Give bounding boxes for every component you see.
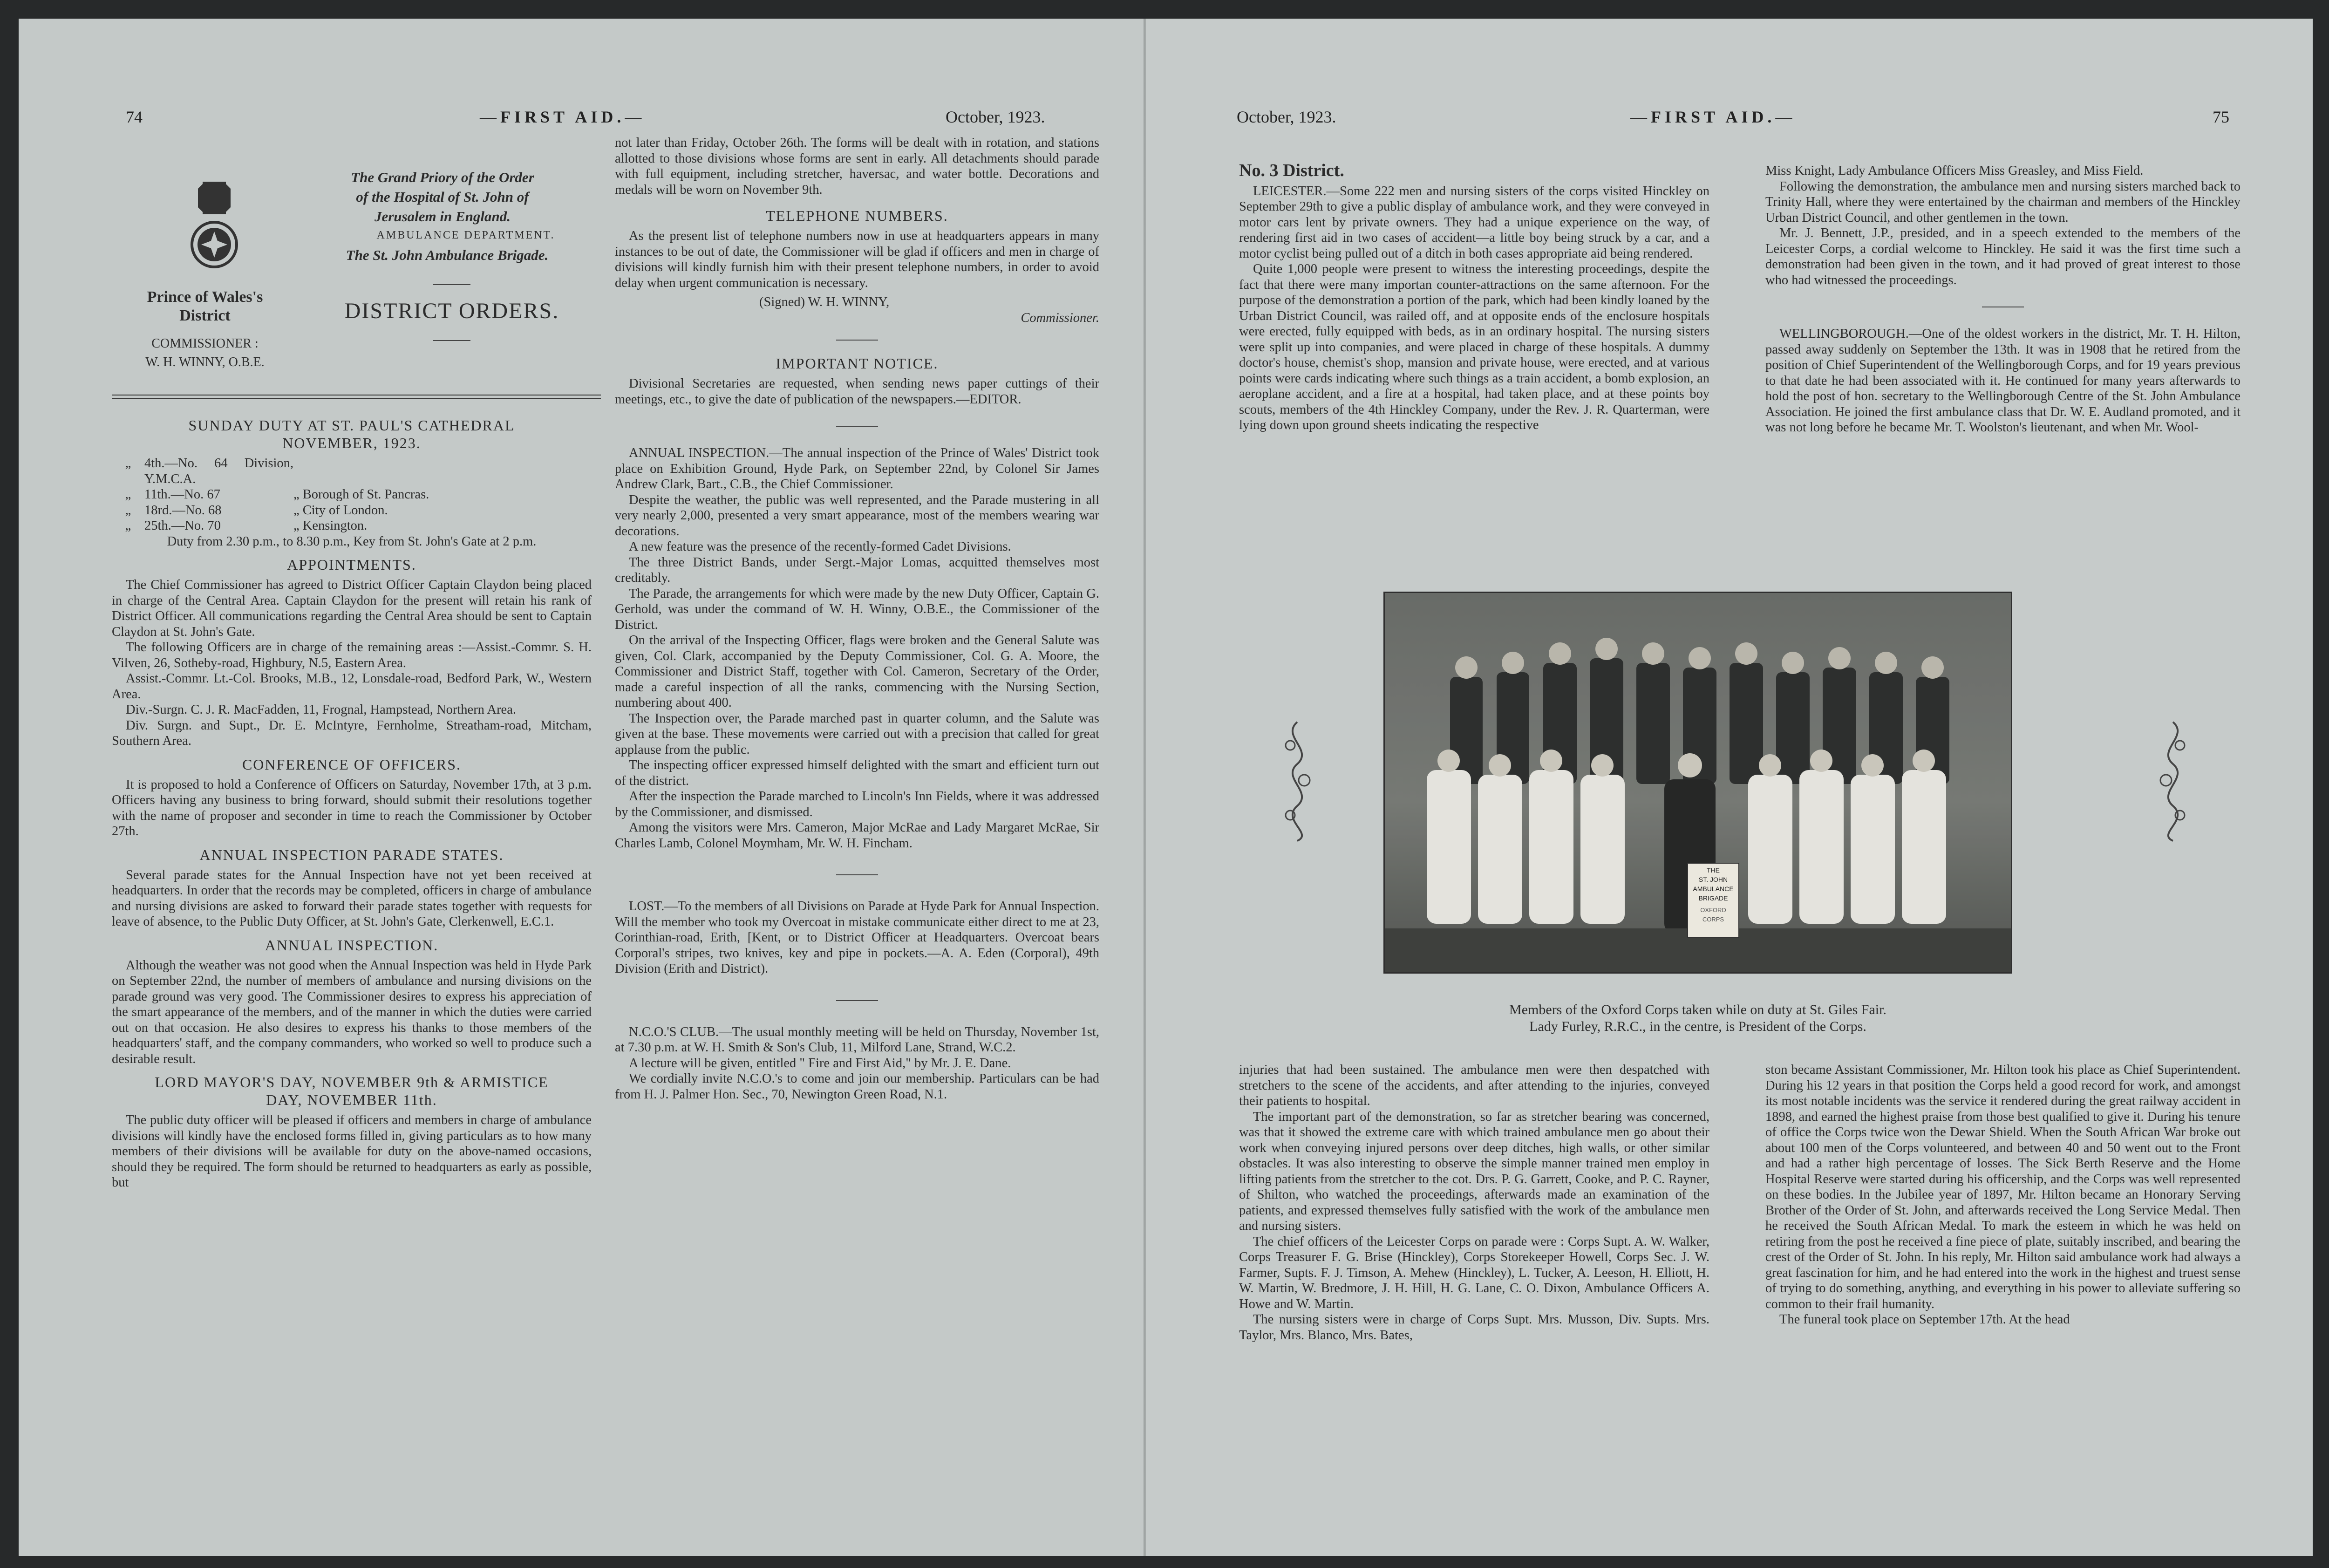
masthead-rule-1 [433,284,470,285]
duty-row: „ 11th.—No. 67 „ Borough of St. Pancras. [125,487,429,502]
appointments-paragraph: The Chief Commissioner has agreed to District Officer Captain Claydon being placed in charge of the Central Area. Captain Claydon for the present will retain his rank of District Officer. All communications regarding the Central Area should be sent to Captain Claydon at St. John's Gate. [112,578,592,639]
appointments-paragraph: Div.-Surgn. C. J. R. MacFadden, 11, Frognal, Hampstead, Northern Area. [126,702,516,717]
district-line2: District [179,307,231,324]
sign-text-4: BRIGADE [1698,894,1728,902]
folio-left: 74 [126,108,143,126]
annual-report-paragraph: The Parade, the arrangements for which were made by the new Duty Officer, Captain G. Gerhold, was under the command of W. H. Winny, O.B.E., the Commissioner of the District. [615,586,1099,632]
nco-club-paragraph: A lecture will be given, entitled " Fire and First Aid," by Mr. J. E. Dane. [629,1056,1011,1070]
duty-time: Duty from 2.30 p.m., to 8.30 p.m., Key from St. John's Gate at 2 p.m. [167,534,537,549]
nco-club-paragraph: N.C.O.'S CLUB.—The usual monthly meeting will be held on Thursday, November 1st, at 7.30 p.m. at W. H. Smith & Son's Club, 11, Milford Lane, Strand, W.C.2. [615,1024,1099,1055]
sign-text-2: ST. JOHN [1698,876,1728,883]
ornament-right-icon [2152,717,2194,843]
right-column-2 [1765,163,2240,436]
running-title-left: —FIRST AID.— [480,108,646,126]
conference-paragraph: It is proposed to hold a Conference of Officers on Saturday, November 17th, at 3 p.m. Officers having any business to bring forward, should submit their resolutions together with the name of proposer and seconder in time to reach the Commissioner by October 27th. [112,777,592,839]
annual-report-paragraph: The Inspection over, the Parade marched past in quarter column, and the Salute was given at the base. These movements were carried out with a precision that called for great applause from the public. [615,711,1099,757]
right-column-4 [1765,1062,2240,1328]
annual-report-paragraph: The inspecting officer expressed himself delighted with the smart and efficient turn out of the district. [615,758,1099,788]
annual-inspection-heading: ANNUAL INSPECTION. [265,936,439,954]
hilton-paragraph: ston became Assistant Commissioner, Mr. Hilton took his place as Chief Superintendent. During his 12 years in that position the Corps held a good record for work, and amongst its most notable incidents was the service it rendered during the great railway accident in 1898, and earned the highest praise from those best qualified to give it. During his tenure of office the Corps twice won the Dewar Shield. When the South African War broke out about 100 men of the Corps volunteered, and between 40 and 50 went out to the Front and had a rather high percentage of losses. The Sick Berth Reserve and the Home Hospital Reserve were started during his officership, and the Corps was well represented on these bodies. In the Jubilee year of 1897, Mr. Hilton became an Honorary Serving Brother of the Order of St. John, and afterwards received the Long Service Medal. Then he received the South African Medal. To mark the esteem in which he was held on retiring from the post he received a fine piece of plate, suitably inscribed, and bearing the crest of the Order of St. John. In his reply, Mr. Hilton said ambulance work had always a great fascination for him, and he had entered into the work in the highest and truest sense of trying to do something, anything, and everything in his power to alleviate suffering so common to their frail humanity. [1765,1063,2240,1311]
right-column-1 [1239,163,1709,433]
sign-text-6: CORPS [1702,916,1724,923]
section-divider [836,426,878,427]
demonstration-paragraph: injuries that had been sustained. The ambulance men were then despatched with stretchers to the scene of the accidents, and after attending to the injuries, conveyed their patients to hospital. [1239,1063,1709,1108]
district-heading: No. 3 District. [1239,161,1344,180]
right-page [1146,19,2313,1556]
photo-caption-line2: Lady Furley, R.R.C., in the centre, is President of the Corps. [1529,1019,1866,1034]
order-line1: The Grand Priory of the Order [351,169,534,185]
district-line1: Prince of Wales's [147,288,263,306]
left-page [19,19,1160,1556]
duty-row: „ 4th.—No. 64 Division, Y.M.C.A. [125,456,293,486]
annual-report-paragraph: The three District Bands, under Sergt.-Major Lomas, acquitted themselves most creditably. [615,555,1099,585]
telephone-paragraph: As the present list of telephone numbers now in use at headquarters appears in many instances to be out of date, the Commissioner will be glad if officers and men in charge of divisions will kindly furnish him with their present telephone numbers, in order to avoid delay when urgent communication is necessary. [615,229,1099,290]
group-photo-image [1385,593,2011,972]
district-orders-title: DISTRICT ORDERS. [344,299,559,323]
parade-states-heading: ANNUAL INSPECTION PARADE STATES. [199,846,504,863]
right-column-3 [1239,1062,1709,1343]
left-column-2 [615,135,1099,1102]
important-notice-heading: IMPORTANT NOTICE. [776,355,939,372]
signature-title: Commissioner. [1021,310,1099,325]
order-line3: Jerusalem in England. [375,208,511,225]
wellingborough-paragraph: WELLINGBOROUGH.—One of the oldest workers in the district, Mr. T. H. Hilton, passed away suddenly on September the 13th. It was in 1908 that he retired from the position of Chief Superintendent of the Wellingborough Corps, and for 19 years previous to that date he had been associated with it. He continued for many years afterwards to hold the post of hon. secretary to the Wellingborough Centre of the St. John Ambulance Association. He joined the first ambulance class that Dr. W. E. Audland promoted, and it was not long before he became Mr. T. Woolston's lieutenant, and when Mr. Wool- [1765,327,2240,435]
group-photograph [1383,592,2012,974]
demonstration-paragraph: The nursing sisters were in charge of Corps Supt. Mrs. Musson, Div. Supts. Mrs. Taylor, Mrs. Blanco, Mrs. Bates, [1239,1312,1709,1343]
sign-text-5: OXFORD [1700,907,1726,914]
hilton-paragraph: The funeral took place on September 17th. At the head [1779,1312,2070,1327]
ornament-left-icon [1276,717,1318,843]
left-column-1 [112,410,592,1191]
duty-row: „ 25th.—No. 70 „ Kensington. [125,518,368,533]
lord-mayors-day-heading: LORD MAYOR'S DAY, NOVEMBER 9th & ARMISTICE DAY, NOVEMBER 11th. [155,1074,549,1108]
demonstration-paragraph: The chief officers of the Leicester Corps on parade were : Corps Supt. A. W. Walker, Corps Treasurer F. G. Brise (Hinckley), Corps Storekeeper Howell, Corps Sec. J. W. Farmer, Supts. F. J. Timson, A. Mehew (Hinckley), L. Tucker, A. Leeson, H. Elliott, H. W. Martin, W. Bredmore, J. H. Hill, H. G. Lane, C. O. Dixon, Ambulance Officers A. Howe and W. Martin. [1239,1234,1709,1311]
department-label: AMBULANCE DEPARTMENT. [376,229,555,241]
photo-caption [1407,1002,1989,1035]
duty-row: „ 18rd.—No. 68 „ City of London. [125,503,388,518]
leicester-paragraph: LEICESTER.—Some 222 men and nursing sisters of the corps visited Hinckley on September 29th to give a public display of ambulance work, and they were conveyed in motor cars lent by private owners. They had a unique experience on the way, of rendering first aid in two cases of accident—a little boy being struck by a car, and a motor cyclist being pulled out of a ditch in both cases appropriate aid being rendered. [1239,184,1709,261]
sunday-duty-subheading: NOVEMBER, 1923. [282,435,421,451]
nco-club-paragraph: We cordially invite N.C.O.'s to come and join our membership. Particulars can be had from H. J. Palmer Hon. Sec., 70, Newington Green Road, N.1. [615,1071,1099,1102]
conference-heading: CONFERENCE OF OFFICERS. [242,756,462,773]
section-divider [836,1000,878,1001]
masthead-rule-thin [112,398,601,399]
signature-line: (Signed) W. H. WINNY, [759,295,890,309]
lost-notice-paragraph: LOST.—To the members of all Divisions on Parade at Hyde Park for Annual Inspection. Will the member who took my Overcoat in mistake communicate either direct to me at 23, Corinthian-road, Erith, [Kent, or to District Officer at Headquarters. Overcoat bears Corporal's stripes, two knives, key and pipe in pockets.—A. A. Eden (Corporal), 49th Division (Erith and District). [615,899,1099,976]
annual-report-paragraph: Despite the weather, the public was well represented, and the Parade mustering in all very nearly 2,000, presented a very smart appearance, most of the members wearing war decorations. [615,492,1099,539]
masthead [112,158,601,401]
sign-text-1: THE [1707,866,1720,874]
running-title-right: —FIRST AID.— [1630,108,1796,126]
annual-report-paragraph: On the arrival of the Inspecting Officer, flags were broken and the General Salute was given, Col. Clark, accompanied by the Deputy Commissioner, Col. G. A. Moore, the Commissioner and District Staff, together with Col. Cameron, Secretary of the Order, made a careful inspection of all the ranks, commencing with the Nursing Section, numbering about 400. [615,633,1099,710]
order-line2: of the Hospital of St. John of [356,189,529,205]
issue-date-right: October, 1923. [1237,108,1336,126]
sign-text-3: AMBULANCE [1693,885,1734,893]
photo-caption-line1: Members of the Oxford Corps taken while on duty at St. Giles Fair. [1509,1002,1886,1017]
lord-mayors-day-paragraph: The public duty officer will be pleased if officers and members in charge of ambulance divisions will kindly have the enclosed forms filled in, giving particulars as to how many members of their divisions will be available for duty on the above-named occasions, should they be required. The form should be returned to headquarters as early as possible, but [112,1113,592,1190]
annual-report-paragraph: ANNUAL INSPECTION.—The annual inspection of the Prince of Wales' District took place on Exhibition Ground, Hyde Park, on September 22nd, by Colonel Sir James Andrew Clark, Bart., C.B., the Chief Commissioner. [615,446,1099,491]
appointments-heading: APPOINTMENTS. [287,556,416,573]
appointments-paragraph: Assist.-Commr. Lt.-Col. Brooks, M.B., 12, Lonsdale-road, Bedford Park, W., Western Area. [112,671,592,702]
hinckley-paragraph: Miss Knight, Lady Ambulance Officers Miss Greasley, and Miss Field. [1765,164,2144,178]
issue-date-left: October, 1923. [946,108,1045,126]
appointments-paragraph: The following Officers are in charge of the remaining areas :—Assist.-Commr. S. H. Vilven, 26, Sotheby-road, Highbury, N.5, Eastern Area. [112,640,592,670]
section-divider [836,340,878,341]
masthead-rule-2 [433,340,470,341]
annual-report-paragraph: A new feature was the presence of the recently-formed Cadet Divisions. [629,539,1011,554]
demonstration-paragraph: The important part of the demonstration, so far as stretcher bearing was concerned, was that it showed the extreme care with which trained ambulance men go about their work when conveying injured persons over deep ditches, high walls, or other similar obstacles. It was also interesting to observe the simple manner trained men employ in lifting patients from the stretcher to the cot. Drs. P. G. Garrett, Cooke, and P. C. Rayner, of Shilton, who watched the proceedings, afterwards made an examination of the patients, and expressed themselves fully satisfied with the work of the ambulance men and nursing sisters. [1239,1109,1709,1233]
important-notice-paragraph: Divisional Secretaries are requested, when sending news paper cuttings of their meetings, etc., to give the date of publication of the newspapers.—EDITOR. [615,376,1099,407]
forms-paragraph: not later than Friday, October 26th. The forms will be dealt with in rotation, and stations allotted to those divisions whose forms are sent in early. All detachments should parade with full equipment, including stretcher, haversac, and water bottle. Decorations and medals will be worn on November 9th. [615,136,1099,197]
annual-report-paragraph: Among the visitors were Mrs. Cameron, Major McRae and Lady Margaret McRae, Sir Charles Lamb, Colonel Moymham, Mr. W. H. Fincham. [615,820,1099,851]
annual-report-paragraph: After the inspection the Parade marched to Lincoln's Inn Fields, where it was addressed by the Commissioner, and dismissed. [615,789,1099,819]
sunday-duty-heading: SUNDAY DUTY AT ST. PAUL'S CATHEDRAL [188,417,515,434]
commissioner-name: W. H. WINNY, O.B.E. [145,355,265,369]
appointments-paragraph: Div. Surgn. and Supt., Dr. E. McIntyre, Fernholme, Streatham-road, Mitcham, Southern Area. [112,718,592,748]
folio-right: 75 [2213,108,2229,126]
leicester-paragraph: Quite 1,000 people were present to witness the interesting proceedings, despite the fact that there were many importan counter-attractions on the same afternoon. For the purpose of the demonstration a portion of the park, which had been kindly loaned by the Urban District Council, was railed off, and at opposite ends of the enclosure hospitals were erected, fully equipped with beds, as in an ordinary hospital. The nursing sisters were split up into companies, and were placed in charge of these hospitals. A dummy doctor's house, chemist's shop, mansion and private house, were erected, and at various points were cards indicating where such things as a train accident, a bomb explosion, an aeroplane accident, and a fire at a hospital, had taken place, and at these points boy scouts, members of the 4th Hinckley Company, under the Rev. J. R. Quarterman, were lying down upon ground sheets indicating the respective [1239,262,1709,432]
annual-inspection-paragraph: Although the weather was not good when the Annual Inspection was held in Hyde Park on September 22nd, the number of members of ambulance and nursing divisions on the parade ground was very good. The Commissioner desires to express his appreciation of the smart appearance of the members, and of the manner in which the duties were carried out on that occasion. He also desires to express his thanks to those members of the headquarters' staff, and the company commanders, who worked so well to produce such a desirable result. [112,958,592,1066]
commissioner-label: COMMISSIONER : [151,336,259,351]
hinckley-paragraph: Following the demonstration, the ambulance men and nursing sisters marched back to Trinity Hall, where they were entertained by the chairman and members of the Hinckley Urban District Council, and other gentlemen in the town. [1765,179,2240,225]
telephone-heading: TELEPHONE NUMBERS. [766,207,948,224]
brigade-label: The St. John Ambulance Brigade. [346,247,549,263]
hinckley-paragraph: Mr. J. Bennett, J.P., presided, and in a speech extended to the members of the Leicester Corps, a cordial welcome to Hinckley. He said it was the first time such a demonstration had been given in the town, and it had proved of great interest to those who had witnessed the proceedings. [1765,226,2240,287]
section-divider [836,874,878,875]
parade-states-paragraph: Several parade states for the Annual Inspection have not yet been received at headquarters. In order that the records may be completed, officers in charge of ambulance and nursing divisions are asked to forward their parade states together with requests for leave of absence, to the Public Duty Officer, at St. John's Gate, Clerkenwell, E.C.1. [112,867,592,929]
order-crest-icon [189,179,240,273]
